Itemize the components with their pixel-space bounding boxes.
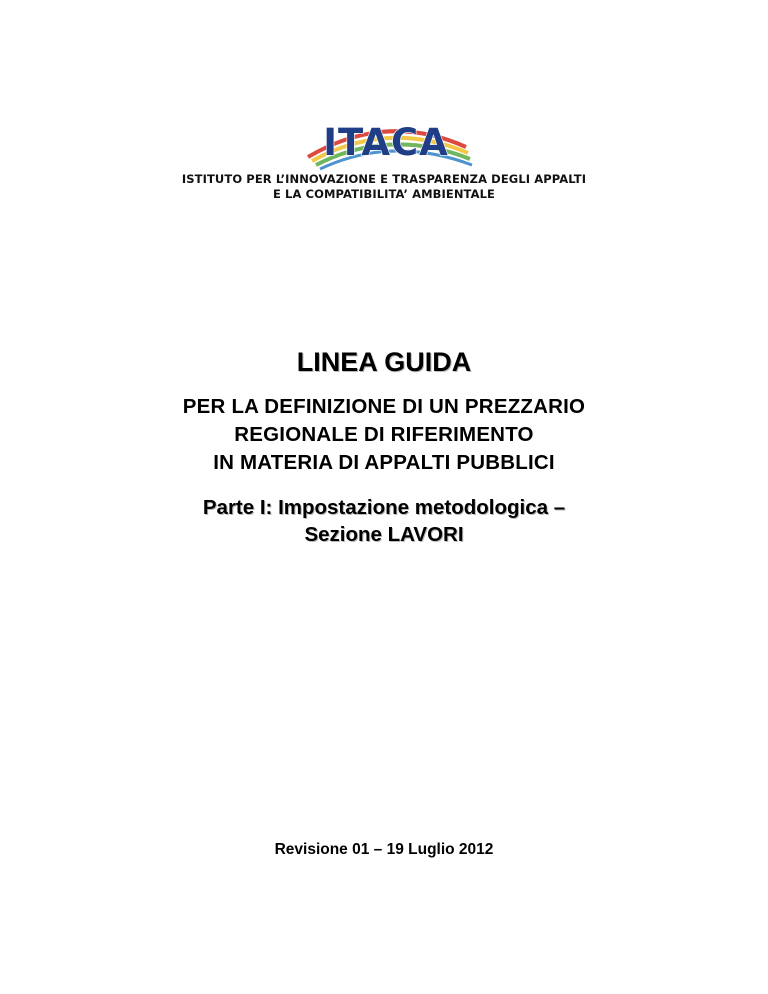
subtitle-line-2: REGIONALE DI RIFERIMENTO [234, 423, 534, 446]
itaca-logo-graphic [298, 117, 474, 171]
itaca-logo-text: ITACA [323, 121, 449, 164]
subtitle-line-1: PER LA DEFINIZIONE DI UN PREZZARIO [182, 395, 586, 418]
document-title: LINEA GUIDA [296, 347, 472, 377]
subtitle-line-3: IN MATERIA DI APPALTI PUBBLICI [213, 451, 555, 474]
part-heading-line-2: Sezione LAVORI [304, 523, 464, 546]
revision-date: Revisione 01 – 19 Luglio 2012 [274, 841, 494, 858]
institute-name-line-2: E LA COMPATIBILITA’ AMBIENTALE [273, 187, 495, 201]
institute-name-line-1: ISTITUTO PER L’INNOVAZIONE E TRASPARENZA DEGLI APPALTI [181, 172, 587, 186]
itaca-logo [298, 117, 474, 171]
part-heading-line-1: Parte I: Impostazione metodologica – [202, 496, 566, 519]
